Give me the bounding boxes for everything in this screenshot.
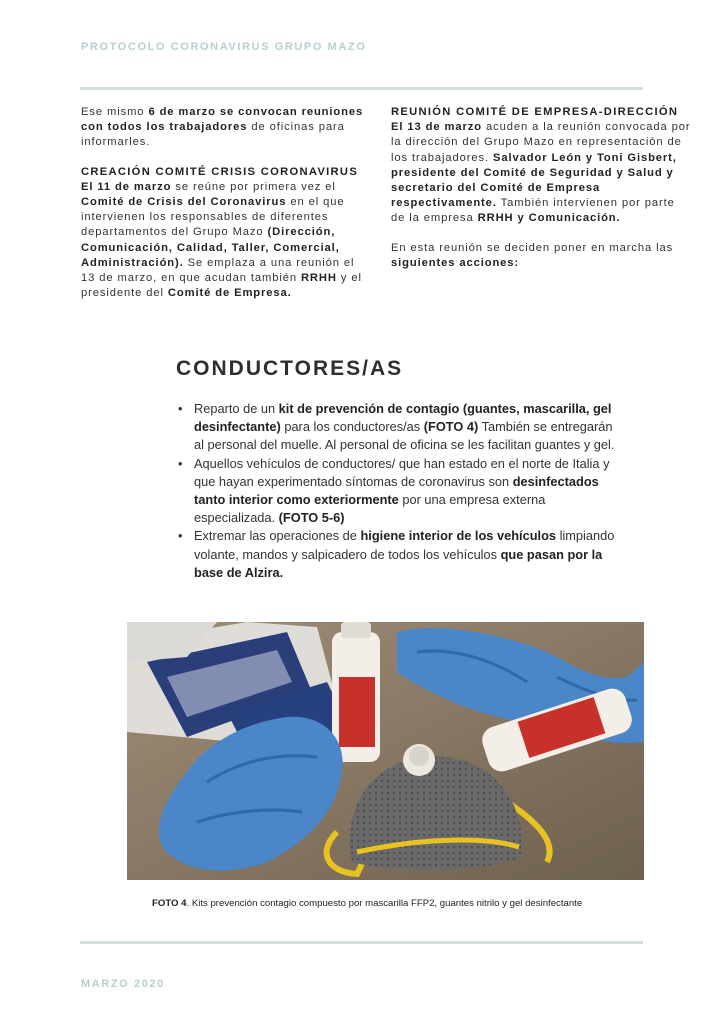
text-run: se reúne por primera vez el <box>171 180 336 193</box>
bold-text-run: higiene interior de los vehículos <box>360 528 557 544</box>
left-column <box>81 105 364 315</box>
bold-text-run: siguientes acciones: <box>391 256 520 269</box>
text-run: Ese mismo <box>81 106 149 118</box>
bullet-item <box>176 400 616 455</box>
bullet-icon: • <box>178 455 183 471</box>
meeting-body <box>391 121 690 224</box>
bold-text-run: que pasan por la base de Alzira. <box>194 546 603 580</box>
bold-text-run: (FOTO 5-6) <box>278 510 345 526</box>
bullet-icon: • <box>178 401 183 416</box>
text-run: en el que intervienen los responsables de diferentes departamentos del Grupo Mazo <box>81 196 345 239</box>
text-run: En esta reunión se deciden poner en marcha las <box>391 241 674 254</box>
bold-text-run: El 13 de marzo <box>391 121 482 134</box>
bold-text-run: Comité de Crisis del Coronavirus <box>81 196 287 209</box>
bullet-item <box>176 455 616 528</box>
text-run: de oficinas para informarles. <box>81 121 345 149</box>
crisis-committee-body <box>81 181 362 299</box>
bold-text-run: (FOTO 4) <box>423 419 479 435</box>
bold-text-run: El 11 de marzo <box>81 180 172 193</box>
prevention-kit-photo <box>127 622 644 880</box>
bold-text-run: desinfectados tanto interior como exteriormente <box>194 473 599 508</box>
text-run: Reparto de un <box>194 401 279 416</box>
caption-label: FOTO 4 <box>152 898 187 909</box>
crisis-committee-heading: CREACIÓN COMITÉ CRISIS CORONAVIRUS <box>81 165 359 178</box>
drivers-bullet-list <box>176 400 616 582</box>
right-column <box>391 105 691 285</box>
bold-text-run: RRHH <box>300 272 337 285</box>
bold-text-run: kit de prevención de contagio (guantes, mascarilla, gel desinfectante) <box>194 401 612 435</box>
bold-text-run: (Dirección, Comunicación, Calidad, Taller, Comercial, Administración). <box>81 226 340 269</box>
bold-text-run: RRHH y Comunicación. <box>477 212 621 225</box>
text-run: Se emplaza a una reunión el 13 de marzo, en que acudan también <box>81 256 355 285</box>
bullet-item <box>176 527 616 582</box>
photo-caption <box>152 898 582 909</box>
page-footer-date: MARZO 2020 <box>81 978 165 990</box>
bold-text-run: Salvador León y Toni Gisbert, presidente del Comité de Seguridad y Salud y secretario del Comité de Empresa respectivamente. <box>391 151 677 210</box>
text-run: También se entregarán al personal del muelle. Al personal de oficina se les facilitan guantes y gel. <box>194 419 615 453</box>
page-header-title: PROTOCOLO CORONAVIRUS GRUPO MAZO <box>81 41 367 53</box>
text-run: y el presidente del <box>81 272 362 300</box>
text-run: acuden a la reunión convocada por la dirección del Grupo Mazo en representación de los trabajadores. <box>391 121 691 164</box>
bullet-text <box>194 401 614 452</box>
meeting-section <box>391 105 691 227</box>
text-run: para los conductores/as <box>280 419 424 435</box>
text-run: Aquellos vehículos de conductores/ que han estado en el norte de Italia y que hayan experimentado síntomas de coronavirus son <box>194 455 610 489</box>
text-run: Extremar las operaciones de <box>194 528 361 544</box>
header-divider <box>80 87 643 90</box>
bullet-text <box>194 456 609 526</box>
bold-text-run: 6 de marzo se convocan reuniones con todos los trabajadores <box>81 106 364 134</box>
footer-divider <box>80 941 643 944</box>
bold-text-run: Comité de Empresa. <box>167 287 292 300</box>
crisis-committee-section <box>81 165 364 302</box>
photo-illustration <box>127 622 644 880</box>
bullet-text <box>194 528 614 579</box>
intro-paragraph <box>81 105 364 151</box>
gel-bottle-left <box>332 622 380 762</box>
meeting-heading: REUNIÓN COMITÉ DE EMPRESA-DIRECCIÓN <box>391 106 679 118</box>
text-run: limpiando volante, mandos y salpicadero de todos los vehículos <box>194 528 615 562</box>
caption-text: . Kits prevención contagio compuesto por mascarilla FFP2, guantes nitrilo y gel desinfectante <box>186 898 583 909</box>
text-run: por una empresa externa especializada. <box>194 492 546 526</box>
actions-paragraph <box>391 241 691 271</box>
text-run: También intervienen por parte de la empresa <box>391 197 675 225</box>
section-title: CONDUCTORES/AS <box>176 357 404 380</box>
bullet-icon: • <box>178 528 183 544</box>
